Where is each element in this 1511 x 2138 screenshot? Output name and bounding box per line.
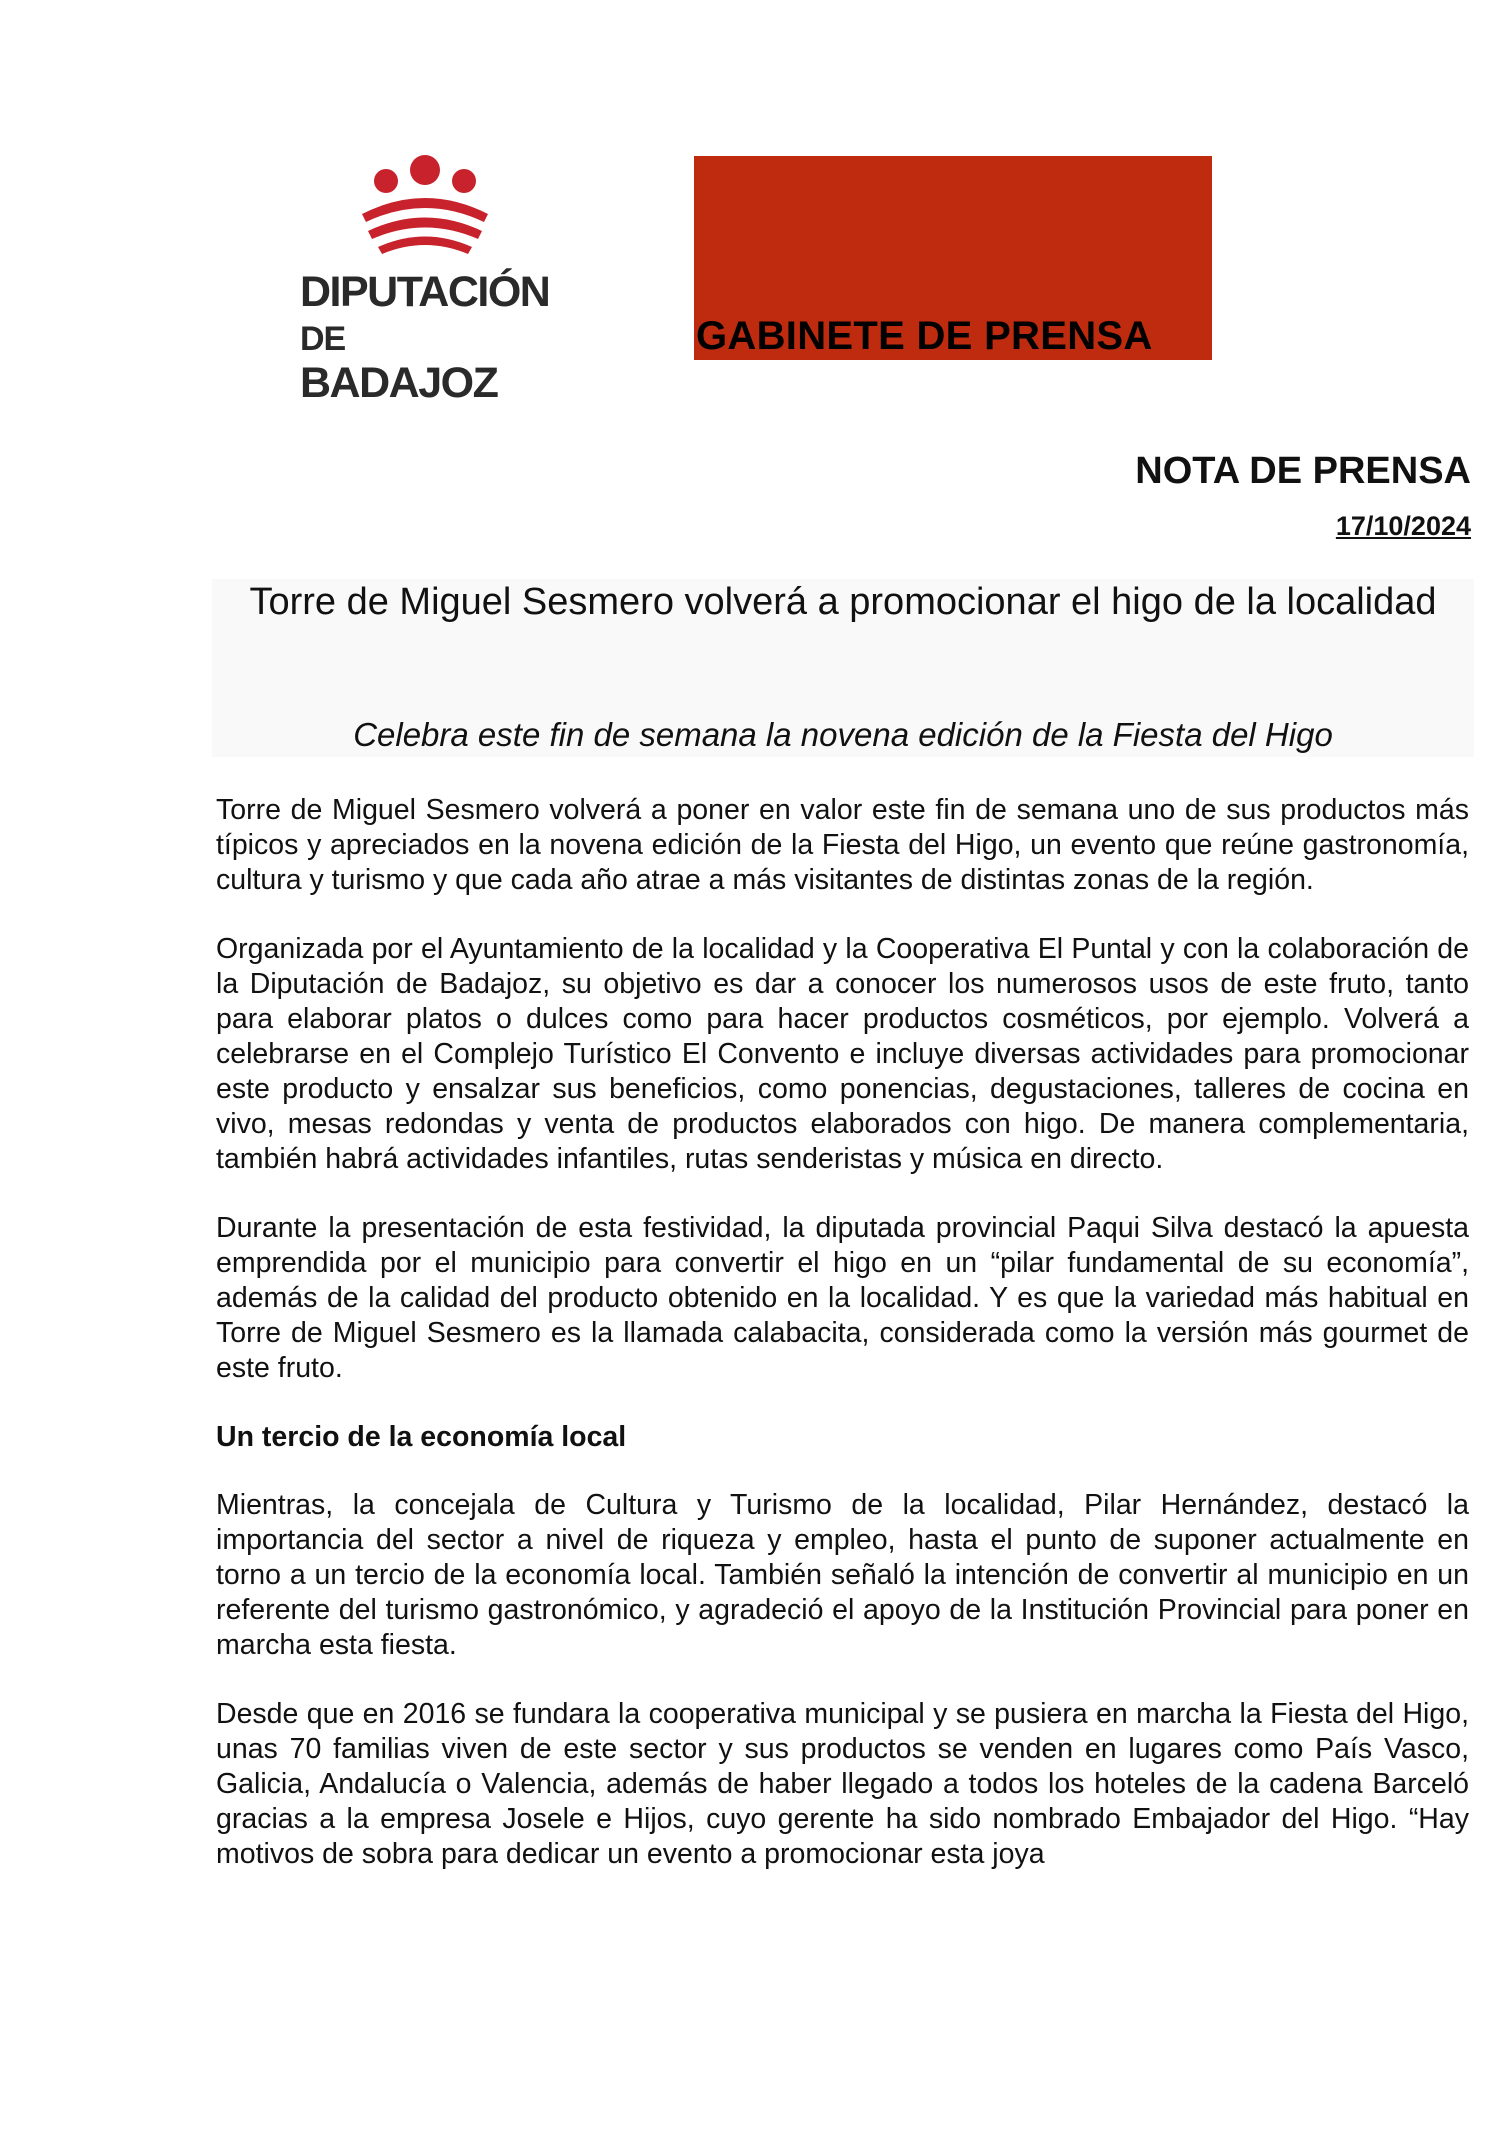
body-paragraph: Desde que en 2016 se fundara la cooperativa municipal y se pusiera en marcha la Fiesta del Higo, unas 70 familias viven de este sector y sus productos se venden en lugares como País Vasco, Galicia, Andalucía o Valencia, además de haber llegado a todos los hoteles de la cadena Barceló gracias a la empresa Josele e Hijos, cuyo gerente ha sido nombrado Embajador del Higo. “Hay motivos de sobra para dedicar un evento a promocionar esta joya xyxy=(216,1698,1469,1870)
press-office-label: GABINETE DE PRENSA xyxy=(696,314,1153,358)
logo-line-badajoz xyxy=(300,314,550,405)
diputacion-badajoz-emblem-icon xyxy=(350,152,500,262)
press-office-banner xyxy=(694,156,1212,360)
body-paragraph: Torre de Miguel Sesmero volverá a poner en valor este fin de semana uno de sus productos más típicos y apreciados en la novena edición de la Fiesta del Higo, un evento que reúne gastronomía, cultura y turismo y que cada año atrae a más visitantes de distintas zonas de la región. xyxy=(216,794,1469,896)
subheadline: Celebra este fin de semana la novena edición de la Fiesta del Higo xyxy=(353,716,1333,753)
logo-line-diputacion: DIPUTACIÓN xyxy=(300,268,550,316)
body-paragraph: Organizada por el Ayuntamiento de la localidad y la Cooperativa El Puntal y con la colaboración de la Diputación de Badajoz, su objetivo es dar a conocer los numerosos usos de este fruto, tanto para elaborar platos o dulces como para hacer productos cosméticos, por ejemplo. Volverá a celebrarse en el Complejo Turístico El Convento e incluye diversas actividades para promocionar este producto y ensalzar sus beneficios, como ponencias, degustaciones, talleres de cocina en vivo, mesas redondas y venta de productos elaborados con higo. De manera complementaria, también habrá actividades infantiles, rutas senderistas y música en directo. xyxy=(216,933,1469,1175)
logo-line-main: BADAJOZ xyxy=(300,359,498,407)
body-paragraph: Mientras, la concejala de Cultura y Turismo de la localidad, Pilar Hernández, destacó la importancia del sector a nivel de riqueza y empleo, hasta el punto de suponer actualmente en torno a un tercio de la economía local. También señaló la intención de convertir al municipio en un referente del turismo gastronómico, y agradeció el apoyo de la Institución Provincial para poner en marcha esta fiesta. xyxy=(216,1489,1469,1661)
headline: Torre de Miguel Sesmero volverá a promocionar el higo de la localidad xyxy=(249,581,1437,623)
body-paragraph: Durante la presentación de esta festividad, la diputada provincial Paqui Silva destacó la apuesta emprendida por el municipio para convertir el higo en un “pilar fundamental de su economía”, además de la calidad del producto obtenido en la localidad. Y es que la variedad más habitual en Torre de Miguel Sesmero es la llamada calabacita, considerada como la versión más gourmet de este fruto. xyxy=(216,1212,1469,1384)
document-date: 17/10/2024 xyxy=(1335,511,1471,541)
logo-wordmark xyxy=(300,270,550,405)
document-type: NOTA DE PRENSA xyxy=(1135,450,1471,492)
section-heading: Un tercio de la economía local xyxy=(216,1421,627,1453)
article-body xyxy=(216,793,1469,1906)
diputacion-badajoz-logo xyxy=(300,152,550,407)
logo-line-prefix: DE xyxy=(300,320,346,358)
headline-block xyxy=(212,579,1474,757)
